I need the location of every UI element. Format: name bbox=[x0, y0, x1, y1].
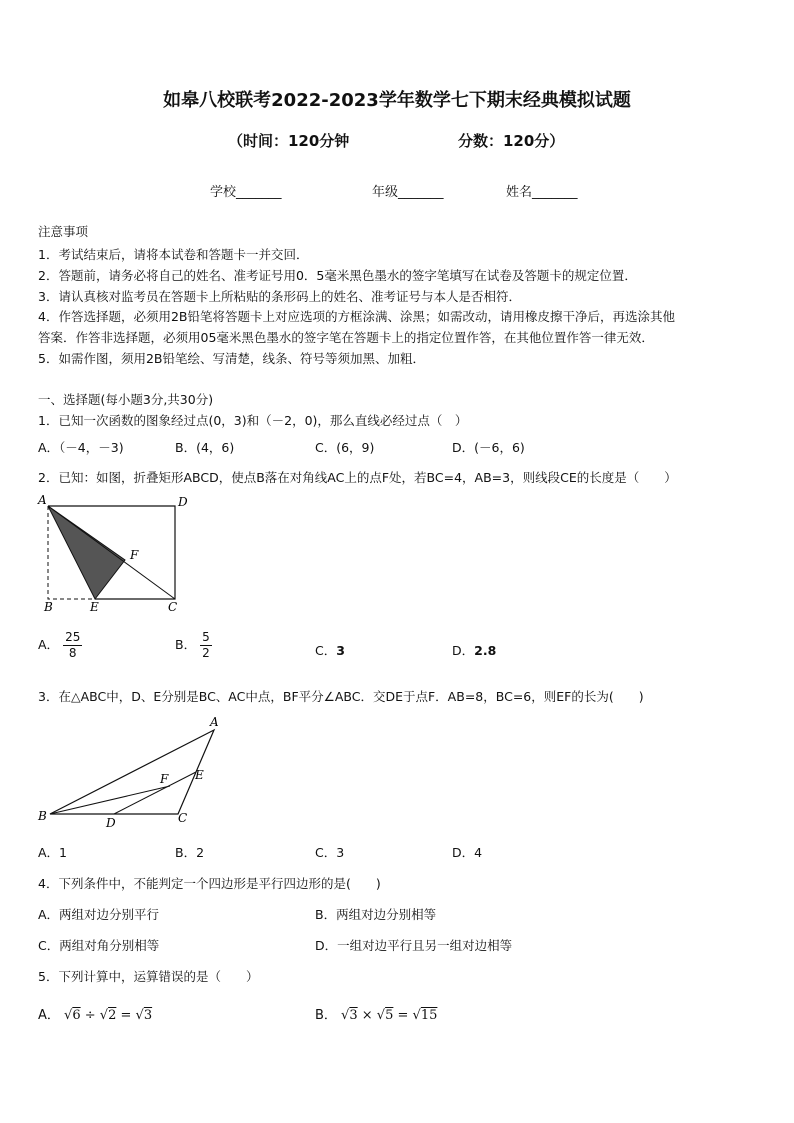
total-score: 分数：120分） bbox=[458, 132, 565, 150]
label-d: D bbox=[178, 495, 188, 509]
notice-item: 答案．作答非选择题，必须用05毫米黑色墨水的签字笔在答题卡上的指定位置作答，在其他位置作答一律无效． bbox=[38, 330, 654, 345]
radicand: 3 bbox=[143, 1008, 153, 1023]
option-letter: A． bbox=[38, 637, 60, 652]
name-field: 姓名_______ bbox=[506, 185, 578, 200]
option-value: 3 bbox=[336, 643, 345, 658]
option-letter: B． bbox=[315, 1008, 337, 1023]
question-3-option-a: A．1 bbox=[38, 845, 68, 860]
label-b: B bbox=[44, 600, 53, 614]
notice-item: 4．作答选择题，必须用2B铅笔将答题卡上对应选项的方框涂满、涂黑；如需改动，请用橡皮擦干净后，再选涂其他 bbox=[38, 309, 675, 324]
notice-item: 3．请认真核对监考员在答题卡上所粘贴的条形码上的姓名、准考证号与本人是否相符． bbox=[38, 289, 521, 304]
option-letter: A． bbox=[38, 1008, 60, 1023]
section-heading: 一、选择题(每小题3分,共30分) bbox=[38, 392, 214, 407]
question-2-option-d bbox=[452, 641, 496, 659]
question-4-option-a: A．两组对边分别平行 bbox=[38, 907, 160, 922]
label-f: F bbox=[160, 772, 169, 786]
question-2-option-a bbox=[38, 630, 82, 661]
label-c: C bbox=[178, 811, 188, 825]
question-3-option-d: D．4 bbox=[452, 845, 483, 860]
question-2-stem: 2．已知：如图，折叠矩形ABCD，使点B落在对角线AC上的点F处，若BC=4，AB=3，则线段CE的长度是（ ） bbox=[38, 470, 677, 485]
question-1-option-c: C．(6，9) bbox=[315, 440, 375, 455]
denominator: 2 bbox=[202, 646, 210, 660]
label-d: D bbox=[106, 816, 116, 830]
question-4-option-b: B．两组对边分别相等 bbox=[315, 907, 437, 922]
fraction bbox=[200, 630, 212, 661]
question-4-option-d: D．一组对边平行且另一组对边相等 bbox=[315, 938, 513, 953]
diagonal-ac bbox=[48, 506, 175, 599]
question-1-option-b: B．(4，6) bbox=[175, 440, 235, 455]
radicand: 2 bbox=[108, 1008, 117, 1023]
numerator: 25 bbox=[65, 630, 81, 644]
denominator: 8 bbox=[68, 646, 77, 660]
fraction bbox=[63, 630, 82, 661]
numerator: 5 bbox=[202, 630, 210, 644]
radicand: 6 bbox=[72, 1008, 81, 1023]
question-2-option-c bbox=[315, 641, 345, 659]
notice-heading: 注意事项 bbox=[38, 224, 89, 239]
question-3-option-c: C．3 bbox=[315, 845, 345, 860]
question-3-stem: 3．在△ABC中，D、E分别是BC、AC中点，BF平分∠ABC．交DE于点F．AB=8，BC=6，则EF的长为( ) bbox=[38, 689, 644, 704]
label-e: E bbox=[195, 768, 204, 782]
label-f: F bbox=[130, 548, 139, 562]
label-a: A bbox=[38, 493, 47, 507]
question-4-stem: 4．下列条件中，不能判定一个四边形是平行四边形的是( ) bbox=[38, 876, 381, 891]
question-1-option-a: A．（－4，－3) bbox=[38, 440, 124, 455]
segment-bf bbox=[50, 786, 170, 814]
radicand: 5 bbox=[385, 1008, 394, 1023]
label-c: C bbox=[168, 600, 178, 614]
question-5-stem: 5．下列计算中，运算错误的是（ ） bbox=[38, 969, 259, 984]
question-4-option-c: C．两组对角分别相等 bbox=[38, 938, 160, 953]
operator: ÷ bbox=[84, 1008, 96, 1023]
question-2-option-b bbox=[175, 630, 212, 661]
triangle-abc bbox=[50, 730, 214, 814]
notice-item: 5．如需作图，须用2B铅笔绘、写清楚，线条、符号等须加黑、加粗． bbox=[38, 351, 425, 366]
question-1-stem: 1．已知一次函数的图象经过点(0，3)和（－2，0)，那么直线必经过点（ ） bbox=[38, 413, 468, 428]
question-3-option-b: B．2 bbox=[175, 845, 205, 860]
option-letter: B． bbox=[175, 637, 197, 652]
option-value: 2.8 bbox=[474, 643, 497, 658]
question-5-option-a: A． √6 ÷ √2 = √3 bbox=[38, 1008, 153, 1023]
segment-de bbox=[114, 772, 196, 814]
label-b: B bbox=[38, 809, 47, 823]
notice-item: 2．答题前，请务必将自己的姓名、准考证号用0．5毫米黑色墨水的签字笔填写在试卷及答题卡的规定位置． bbox=[38, 268, 637, 283]
grade-field: 年级_______ bbox=[372, 185, 444, 200]
school-field: 学校_______ bbox=[210, 185, 282, 200]
option-letter: D． bbox=[452, 643, 475, 658]
question-1-option-d: D．(－6，6) bbox=[452, 440, 525, 455]
equals: = bbox=[397, 1008, 409, 1023]
label-a: A bbox=[210, 715, 219, 729]
equals: = bbox=[120, 1008, 132, 1023]
question-3-figure bbox=[30, 712, 230, 832]
time-limit: （时间：120分钟 bbox=[228, 132, 350, 150]
paper-title: 如皋八校联考2022-2023学年数学七下期末经典模拟试题 bbox=[163, 90, 631, 111]
radicand: 3 bbox=[349, 1008, 358, 1023]
folded-triangle bbox=[48, 506, 125, 599]
question-2-figure bbox=[30, 492, 200, 617]
label-e: E bbox=[90, 600, 99, 614]
notice-item: 1．考试结束后，请将本试卷和答题卡一并交回． bbox=[38, 247, 309, 262]
operator: × bbox=[361, 1008, 373, 1023]
radicand: 15 bbox=[420, 1008, 438, 1023]
option-letter: C． bbox=[315, 643, 337, 658]
question-5-option-b: B． √3 × √5 = √15 bbox=[315, 1008, 438, 1023]
